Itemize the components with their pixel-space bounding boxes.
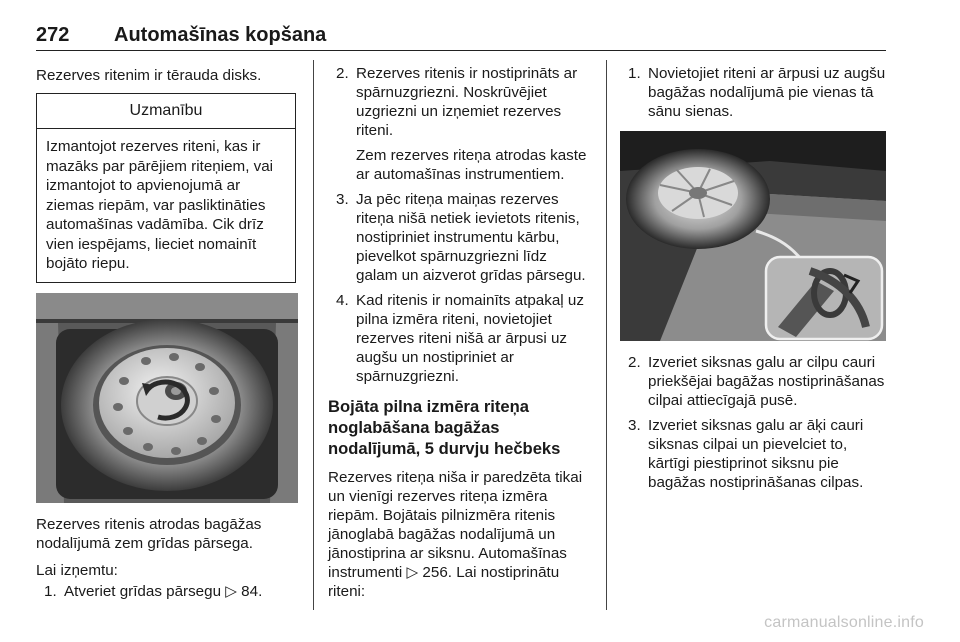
- steps-list-2: [328, 64, 592, 386]
- page-ref-link[interactable]: 84.: [241, 582, 263, 600]
- list-item: 4. Kad ritenis ir nomainīts atpakaļ uz pilna izmēra riteni, novietojiet rezerves riteni nišā ar ārpusi uz augšu un nostipriniet ar spārnuzgriezni.: [336, 292, 584, 385]
- steps-list-1: [36, 582, 298, 601]
- list-item: 3. Izveriet siksnas galu ar āķi cauri siksnas cilpai un pievelciet to, kārtīgi piestiprinot siksnu pie bagāžas nostiprināšanas cilpas.: [628, 417, 864, 491]
- spare-wheel-figure: [36, 293, 298, 503]
- step-note: Zem rezerves riteņa atrodas kaste ar automašīnas instrumentiem.: [356, 147, 587, 183]
- warning-title: Uzmanību: [37, 94, 295, 129]
- warning-box: [36, 93, 296, 283]
- page-number: 272: [36, 24, 70, 46]
- header-rule: [36, 50, 886, 51]
- column-2: [328, 64, 592, 601]
- strap-wheel-figure: [620, 131, 886, 341]
- column-3: [620, 64, 886, 498]
- column-divider: [313, 60, 314, 610]
- steps-list-3a: [620, 64, 886, 121]
- intro-text: Rezerves ritenim ir tērauda disks.: [36, 67, 262, 84]
- list-item: 2. Rezerves ritenis ir nostiprināts ar spārnuzgriezni. Noskrūvējiet uzgriezni un izņemiet rezerves riteni. Zem rezerves riteņa atrodas kaste ar automašīnas instrumentiem.: [328, 64, 592, 184]
- location-text: Rezerves ritenis atrodas bagāžas nodalījumā zem grīdas pārsega.: [36, 515, 262, 552]
- section-paragraph: Rezerves riteņa niša ir paredzēta tikai un vienīgi rezerves riteņa izmēra riepām. Bojātais pilnizmēra ritenis jānoglabā bagāžas nodalījumā un jānostiprina ar siksnu. Automašīnas instrumenti ▷ 256. Lai nostiprinātu riteni:: [328, 469, 583, 600]
- watermark: carmanualsonline.info: [764, 614, 924, 631]
- column-divider: [606, 60, 607, 610]
- page-ref-icon: ▷: [406, 564, 419, 581]
- page-ref-link[interactable]: 256.: [422, 564, 452, 581]
- chapter-title: Automašīnas kopšana: [114, 24, 327, 46]
- column-1: [36, 64, 298, 601]
- page-ref-icon: ▷: [225, 582, 237, 600]
- list-item: 2. Izveriet siksnas galu ar cilpu cauri priekšējai bagāžas nostiprināšanas cilpai attiecīgajā pusē.: [628, 354, 885, 409]
- remove-lead: Lai izņemtu:: [36, 561, 118, 579]
- warning-text: Izmantojot rezerves riteni, kas ir mazāks par pārējiem riteņiem, vai izmantojot to apvienojumā ar ziemas riepām, var pasliktināties automašīnas vadāmība. Cik drīz vien iespējams, lieciet nomainīt bojāto riepu.: [46, 138, 274, 272]
- list-item: 1. Atveriet grīdas pārsegu ▷ 84.: [44, 582, 263, 600]
- list-item: 1. Novietojiet riteni ar ārpusi uz augšu bagāžas nodalījumā pie vienas tā sānu sienas.: [628, 65, 886, 120]
- steps-list-3b: [620, 353, 886, 492]
- list-item: 3. Ja pēc riteņa maiņas rezerves riteņa nišā netiek ievietots ritenis, nostipriniet instrumentu kārbu, pievelkot spārnuzgriezni līdz galam un aizverot grīdas pārsegu.: [336, 191, 586, 284]
- section-heading: Bojāta pilna izmēra riteņa noglabāšana bagāžas nodalījumā, 5 durvju hečbeks: [328, 397, 561, 458]
